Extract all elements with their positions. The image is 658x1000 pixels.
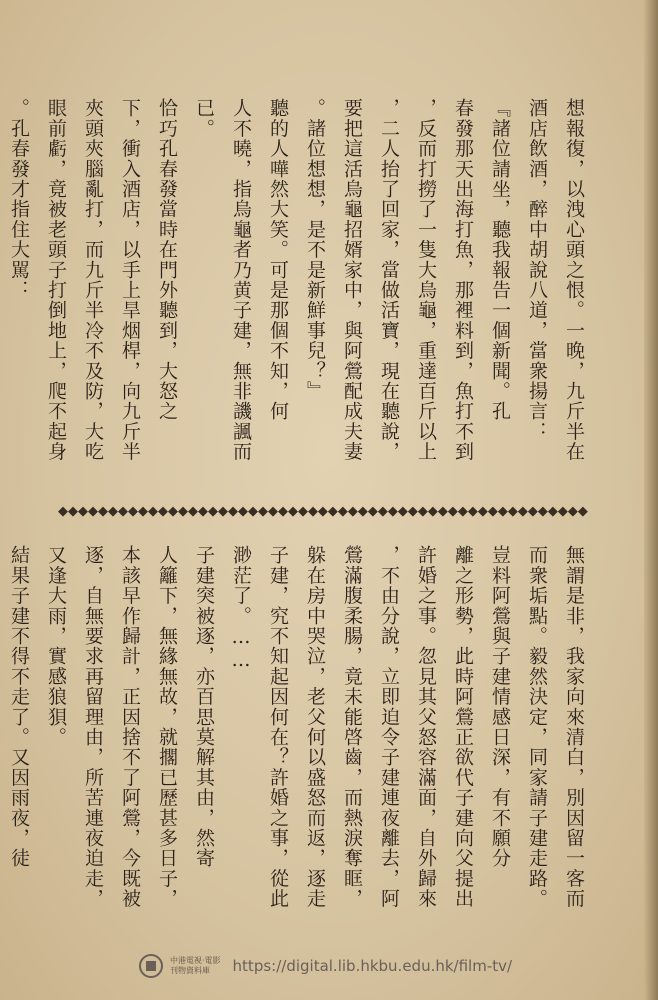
text-column: 躲在房中哭泣，老父何以盛怒而返，逐走 [304, 545, 326, 909]
text-column: 子建，究不知起因何在？許婚之事，從此 [267, 545, 289, 909]
watermark [138, 953, 512, 979]
bottom-text-block [0, 545, 588, 909]
text-column: 渺茫了。…… [230, 545, 252, 673]
text-column: 下，衝入酒店，以手上旱烟桿，向九斤半 [119, 98, 141, 462]
text-column: 酒店飲酒，醉中胡說八道，當衆揚言： [526, 98, 548, 442]
watermark-text [170, 956, 221, 976]
text-column: ，二人抬了回家，當做活寶，現在聽說， [378, 98, 400, 462]
watermark-line1: 中港電視·電影 [170, 956, 221, 965]
library-logo-icon [138, 953, 164, 979]
text-column: 人籬下，無緣無故，就擱已歷甚多日子， [156, 545, 178, 909]
text-column: 。諸位想想，是不是新鮮事兒？』 [304, 98, 326, 401]
text-column: 本該早作歸計，正因捨不了阿鶯，今既被 [119, 545, 141, 909]
text-column: 豈料阿鶯與子建情感日深，有不願分 [489, 545, 511, 869]
text-column: 子建突被逐，亦百思莫解其由，然寄 [193, 545, 215, 869]
text-column: 結果子建不得不走了。又因雨夜，徒 [8, 545, 30, 869]
text-column: 而衆垢點。毅然決定，同家請子建走路。 [526, 545, 548, 909]
text-column: 想報復，以洩心頭之恨。一晚，九斤半在 [563, 98, 585, 462]
text-column: 夾頭夾腦亂打，而九斤半冷不及防，大吃 [82, 98, 104, 462]
text-column: 人不曉，指烏龜者乃黄子建，無非譏諷而 [230, 98, 252, 462]
text-column: ，不由分說，立即迫令子建連夜離去，阿 [378, 545, 400, 909]
text-column: 聽的人嘩然大笑。可是那個不知，何 [267, 98, 289, 422]
ornamental-divider: ◆◆◆◆◆◆◆◆◆◆◆◆◆◆◆◆◆◆◆◆◆◆◆◆◆◆◆◆◆◆◆◆◆◆◆◆◆◆◆◆◆◆◆◆◆◆◆◆◆◆◆◆◆ [58, 504, 588, 519]
text-column: 已。 [193, 98, 215, 139]
text-column: 許婚之事。忽見其父怒容滿面，自外歸來 [415, 545, 437, 909]
page-edge [644, 0, 658, 1000]
text-column: 春發那天出海打魚，那裡料到，魚打不到 [452, 98, 474, 462]
top-text-block [0, 98, 588, 462]
watermark-url[interactable]: https://digital.lib.hkbu.edu.hk/film-tv/ [232, 957, 513, 975]
text-column: 。孔春發才指住大駡： [8, 98, 30, 300]
watermark-line2: 刊物資料庫 [170, 966, 210, 975]
text-column: 又逢大雨，實感狼狽。 [45, 545, 67, 747]
text-column: 要把這活烏龜招婿家中，與阿鶯配成夫妻 [341, 98, 363, 462]
text-column: 眼前虧，竟被老頭子打倒地上，爬不起身 [45, 98, 67, 462]
text-column: ，反而打撈了一隻大烏龜，重達百斤以上 [415, 98, 437, 462]
text-column: 離之形勢，此時阿鶯正欲代子建向父提出 [452, 545, 474, 909]
text-column: 恰巧孔春發當時在門外聽到，大怒之 [156, 98, 178, 422]
text-column: 無謂是非，我家向來清白，別因留一客而 [563, 545, 585, 909]
text-column: 鶯滿腹柔腸，竟未能啓齒，而熱淚奪眶， [341, 545, 363, 909]
text-column: 逐，自無要求再留理由，所苦連夜迫走， [82, 545, 104, 909]
text-column: 『諸位請坐，聽我報告一個新聞。孔 [489, 98, 511, 422]
